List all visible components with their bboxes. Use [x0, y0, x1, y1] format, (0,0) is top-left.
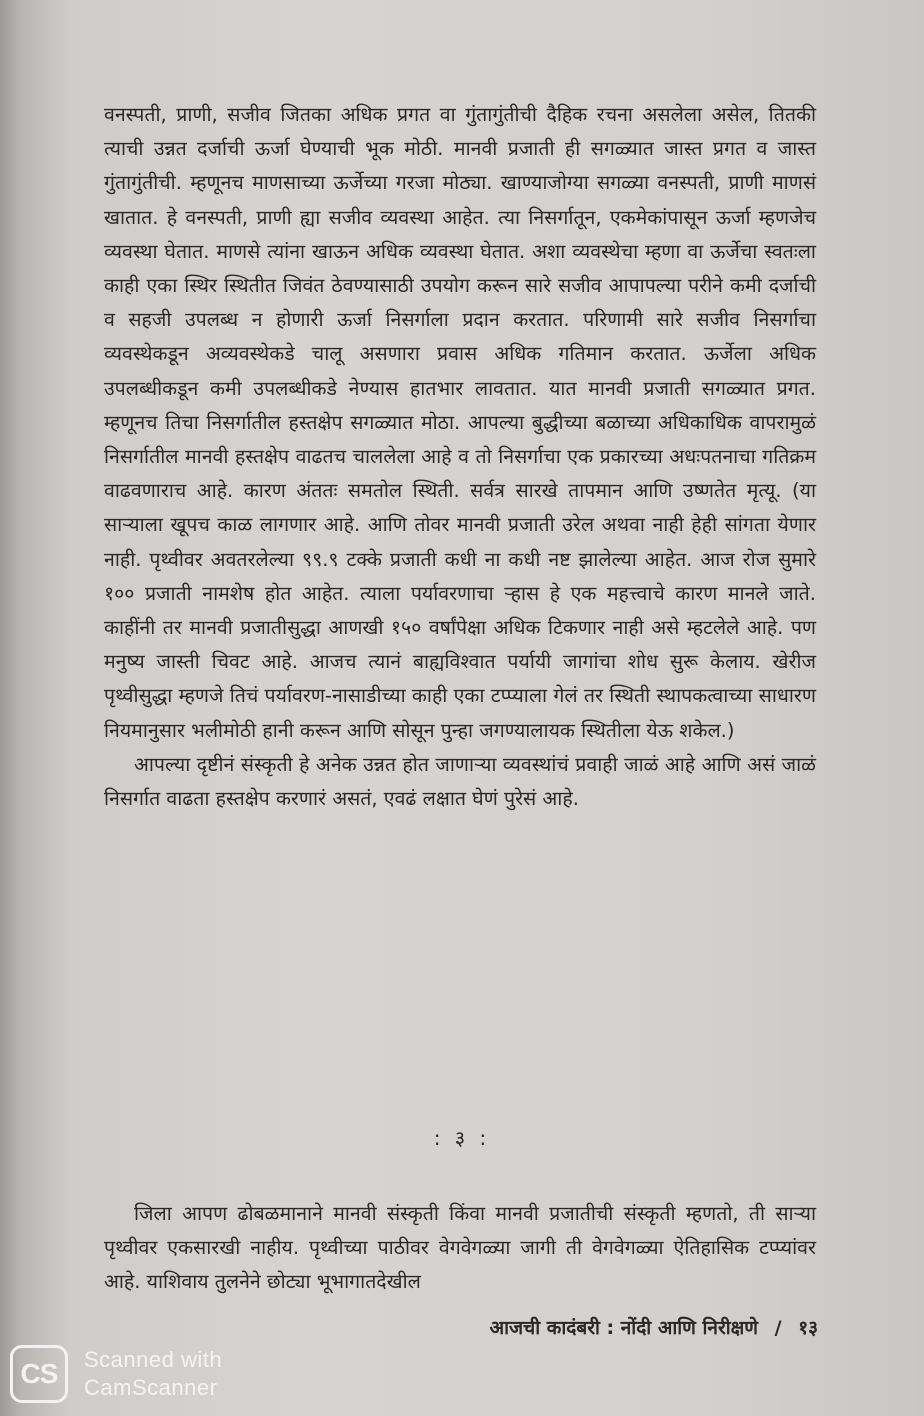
body-text-continued [104, 1197, 816, 1300]
watermark-line-2: CamScanner [84, 1375, 218, 1400]
watermark-text [84, 1346, 222, 1402]
page-number: १३ [798, 1317, 818, 1339]
watermark-line-1: Scanned with [84, 1347, 223, 1372]
page-footer [490, 1314, 818, 1340]
camscanner-watermark [10, 1342, 222, 1406]
paragraph-3: जिला आपण ढोबळमानाने मानवी संस्कृती किंवा मानवी प्रजातीची संस्कृती म्हणतो, ती साऱ्या पृथ्वीवर एकसारखी नाहीय. पृथ्वीच्या पाठीवर वेगवेगळ्या जागी ती वेगवेगळ्या ऐतिहासिक टप्प्यांवर आहे. याशिवाय तुलनेने छोट्या भूभागातदेखील [104, 1202, 816, 1294]
paragraph-2: आपल्या दृष्टीनं संस्कृती हे अनेक उन्नत होत जाणाऱ्या व्यवस्थांचं प्रवाही जाळं आहे आणि असं जाळं निसर्गात वाढता हस्तक्षेप करणारं असतं, एवढं लक्षात घेणं पुरेसं आहे. [104, 752, 816, 811]
running-title: आजची कादंबरी : नोंदी आणि निरीक्षणे [489, 1317, 759, 1339]
paragraph-1: वनस्पती, प्राणी, सजीव जितका अधिक प्रगत वा गुंतागुंतीची दैहिक रचना असलेला असेल, तितकी त्याची उन्नत दर्जाची ऊर्जा घेण्याची भूक मोठी. मानवी प्रजाती ही सगळ्यात जास्त प्रगत व जास्त गुंतागुंतीची. म्हणूनच माणसाच्या ऊर्जेच्या गरजा मोठ्या. खाण्याजोग्या सगळ्या वनस्पती, प्राणी माणसं खातात. हे वनस्पती, प्राणी ह्या सजीव व्यवस्था आहेत. त्या निसर्गातून, एकमेकांपासून ऊर्जा म्हणजेच व्यवस्था घेतात. माणसे त्यांना खाऊन अधिक व्यवस्था घेतात. अशा व्यवस्थेचा म्हणा वा ऊर्जेचा स्वतःला काही एका स्थिर स्थितीत जिवंत ठेवण्यासाठी उपयोग करून सारे सजीव आपापल्या परीने कमी दर्जाची व सहजी उपलब्ध न होणारी ऊर्जा निसर्गाला प्रदान करतात. परिणामी सारे सजीव निसर्गाचा व्यवस्थेकडून अव्यवस्थेकडे चालू असणारा प्रवास अधिक गतिमान करतात. ऊर्जेला अधिक उपलब्धीकडून कमी उपलब्धीकडे नेण्यास हातभार लावतात. यात मानवी प्रजाती सगळ्यात प्रगत. म्हणूनच तिचा निसर्गातील हस्तक्षेप सगळ्यात मोठा. आपल्या बुद्धीच्या बळाच्या अधिकाधिक वापरामुळं निसर्गातील मानवी हस्तक्षेप वाढतच चाललेला आहे व तो निसर्गाचा एक प्रकारच्या अधःपतनाचा गतिक्रम वाढवणाराच आहे. कारण अंततः समतोल स्थिती. सर्वत्र सारखे तापमान आणि उष्णतेत मृत्यू. (या साऱ्याला खूपच काळ लागणार आहे. आणि तोवर मानवी प्रजाती उरेल अथवा नाही हेही सांगता येणार नाही. पृथ्वीवर अवतरलेल्या ९९.९ टक्के प्रजाती कधी ना कधी नष्ट झालेल्या आहेत. आज रोज सुमारे १०० प्रजाती नामशेष होत आहेत. त्याला पर्यावरणाचा ऱ्हास हे एक महत्त्वाचे कारण मानले जाते. काहींनी तर मानवी प्रजातीसुद्धा आणखी १५० वर्षांपेक्षा अधिक टिकणार नाही असे म्हटलेले आहे. पण मनुष्य जास्ती चिवट आहे. आजच त्यानं बाह्यविश्वात पर्यायी जागांचा शोध सुरू केलाय. खेरीज पृथ्वीसुद्धा म्हणजे तिचं पर्यावरण-नासाडीच्या काही एका टप्प्याला गेलं तर स्थिती स्थापकत्वाच्या साधारण नियमानुसार भलीमोठी हानी करून आणि सोसून पुन्हा जगण्यालायक स्थितीला येऊ शकेल.) [104, 103, 816, 742]
section-marker: : ३ : [433, 1126, 491, 1150]
camscanner-logo-icon: CS [10, 1345, 68, 1403]
footer-separator: / [774, 1317, 782, 1339]
body-text [104, 98, 816, 816]
